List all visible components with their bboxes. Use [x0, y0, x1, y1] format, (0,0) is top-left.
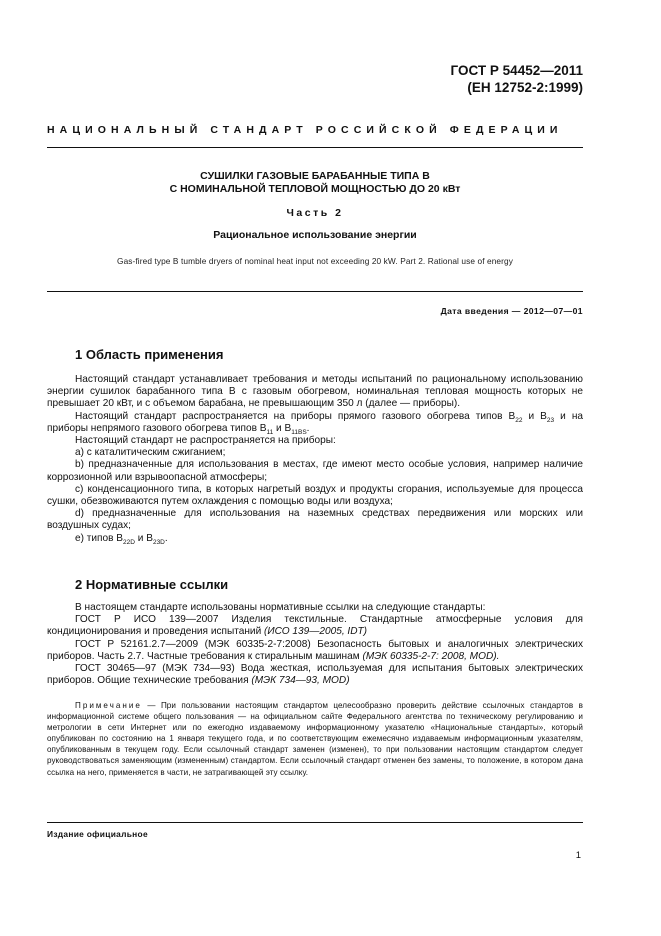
note-block	[47, 700, 583, 778]
english-title: Gas-fired type B tumble dryers of nominal heat input not exceeding 20 kW. Part 2. Rational use of energy	[117, 256, 513, 266]
header-rule	[47, 147, 583, 148]
list-item: e) типов $В_{22D}$ и $В_{23D}$.	[75, 532, 168, 546]
introduction-date: Дата введения — 2012—07—01	[440, 306, 583, 316]
page-number: 1	[575, 850, 581, 861]
paragraph: Настоящий стандарт распространяется на приборы прямого газового обогрева типов $В_{22}$ и $В_{23}$ и на приборы непрямого газового обогрева типов $В_{11}$ и $В_{11BS}$.	[47, 410, 584, 436]
section-1-body	[47, 374, 583, 545]
footer-rule	[47, 822, 583, 823]
document-subtitle: Рациональное использование энергии	[213, 229, 417, 241]
standard-number-block	[451, 62, 583, 96]
section-1-heading: 1 Область применения	[75, 347, 224, 362]
note-label: Примечание	[75, 701, 142, 710]
en-number: (ЕН 12752-2:1999)	[467, 80, 583, 95]
standard-number: ГОСТ Р 54452—2011	[450, 63, 583, 78]
reference-item: ГОСТ Р ИСО 139—2007 Изделия текстильные. Стандартные атмосферные условия для кондиционирования и проведения испытаний (ИСО 139—2005, IDT)	[47, 614, 583, 638]
part-label: Часть 2	[286, 207, 344, 219]
section-2-heading: 2 Нормативные ссылки	[75, 577, 229, 592]
reference-item: ГОСТ Р 52161.2.7—2009 (МЭК 60335-2-7:2008) Безопасность бытовых и аналогичных электрических приборов. Часть 2.7. Частные требования к стиральным машинам (МЭК 60335-2-7: 2008, MOD).	[47, 638, 583, 662]
document-title	[47, 170, 583, 196]
list-item: d) предназначенные для использования на наземных средствах передвижения или морских или воздушных судах;	[47, 508, 583, 532]
national-standard-banner: НАЦИОНАЛЬНЫЙ СТАНДАРТ РОССИЙСКОЙ ФЕДЕРАЦИИ	[47, 124, 563, 136]
title-rule	[47, 291, 583, 292]
note-text: — При пользовании настоящим стандартом целесообразно проверить действие ссылочных стандартов в информационной системе общего пользования — на официальном сайте Федерального агентства по техническому регулированию и метрологии в сети Интернет или по ежегодно издаваемому информационному указателю «Национальные стандарты», который опубликован по состоянию на 1 января текущего года, и по соответствующим ежемесячно издаваемым информационным указателям, опубликованным в текущем году. Если ссылочный стандарт заменен (изменен), то при пользовании настоящим стандартом следует руководствоваться заменяющим (измененным) стандартом. Если ссылочный стандарт отменен без замены, то положение, в котором дана ссылка на него, применяется в части, не затрагивающей эту ссылку.	[47, 701, 583, 777]
list-item: b) предназначенные для использования в местах, где имеют место особые условия, например наличие коррозионной или взрывоопасной атмосферы;	[47, 459, 583, 483]
reference-item: ГОСТ 30465—97 (МЭК 734—93) Вода жесткая, используемая для испытания бытовых электрических приборов. Общие технические требования (МЭК 734—93, MOD)	[47, 663, 583, 687]
title-line-2: С НОМИНАЛЬНОЙ ТЕПЛОВОЙ МОЩНОСТЬЮ ДО 20 кВт	[169, 183, 461, 195]
edition-label: Издание официальное	[47, 829, 148, 839]
section-2-body	[47, 602, 583, 687]
paragraph: В настоящем стандарте использованы нормативные ссылки на следующие стандарты:	[75, 602, 486, 613]
paragraph: Настоящий стандарт не распространяется на приборы:	[75, 435, 336, 447]
title-line-1: СУШИЛКИ ГАЗОВЫЕ БАРАБАННЫЕ ТИПА В	[200, 170, 430, 182]
list-item: a) с каталитическим сжиганием;	[75, 447, 226, 459]
list-item: c) конденсационного типа, в которых нагретый воздух и продукты сгорания, используемые для процесса сушки, обезвоживаются путем охлаждения с помощью воды или воздуха;	[47, 483, 583, 508]
paragraph: Настоящий стандарт устанавливает требования и методы испытаний по рациональному использованию энергии сушилок барабанного типа В с газовым обогревом, номинальная тепловая мощность которых не превышает 20 кВт, и с объемом барабана, не превышающим 350 л (далее — приборы).	[47, 374, 583, 410]
